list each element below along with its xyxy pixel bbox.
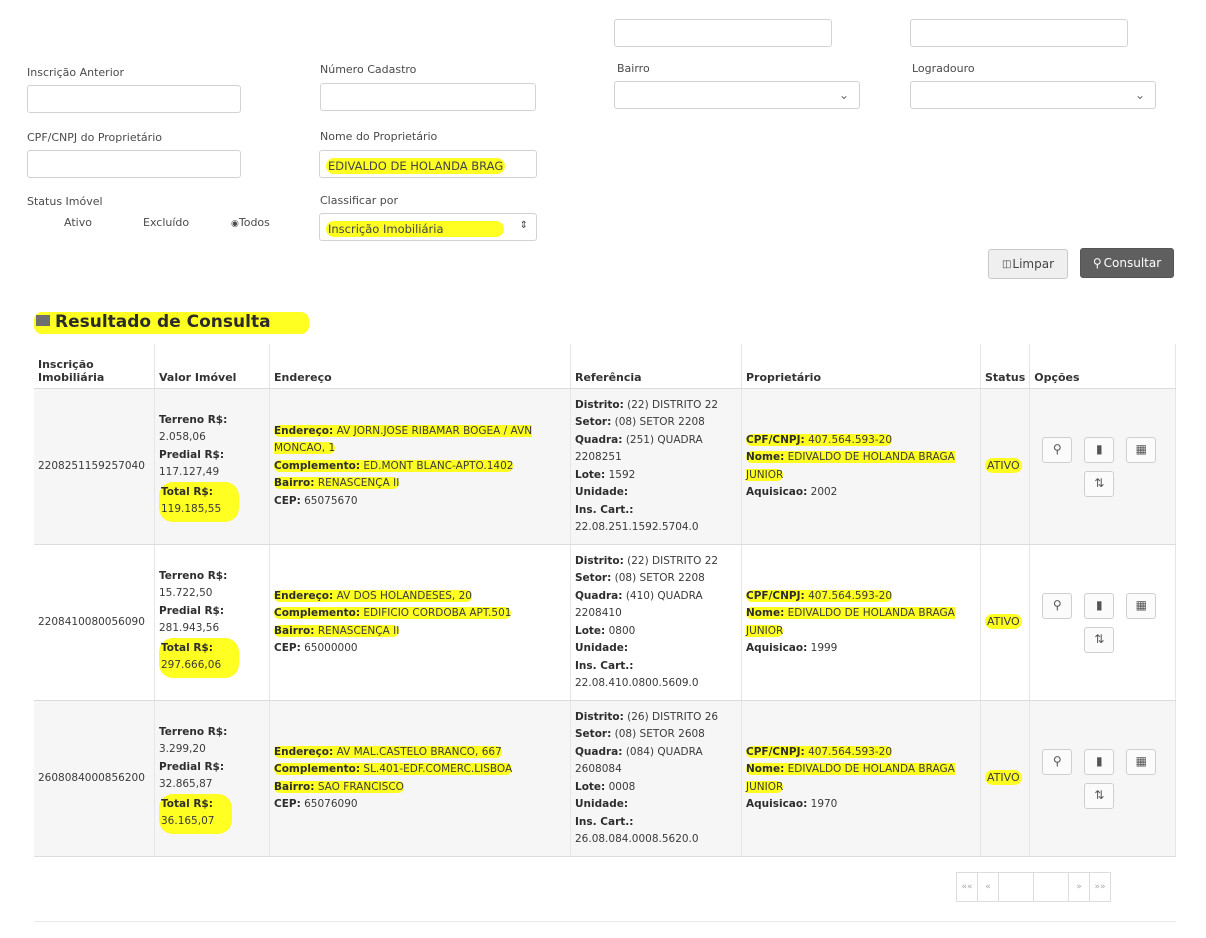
refresh-button[interactable] <box>1084 471 1114 497</box>
cell-status <box>981 701 1030 857</box>
ins-cart-label: Ins. Cart.: <box>575 659 634 672</box>
cell-endereco <box>270 701 571 857</box>
aquisicao-value: 1970 <box>810 798 838 810</box>
endereco-label: Endereço: <box>274 589 334 602</box>
unidade-label: Unidade: <box>575 642 629 654</box>
total-highlight <box>159 482 239 522</box>
limpar-button[interactable] <box>988 249 1068 279</box>
cell-opcoes <box>1030 701 1176 857</box>
terreno-label: Terreno R$: <box>159 413 228 426</box>
inscricao-value: 2208410080056090 <box>38 615 145 628</box>
calendar-icon: ▦ <box>1135 597 1147 612</box>
quadra-label: Quadra: <box>575 745 623 758</box>
pager-next[interactable]: » <box>1068 872 1090 902</box>
cpf-field-label: CPF/CNPJ: <box>746 433 805 446</box>
radio-dot-icon: ◉ <box>231 219 239 229</box>
unidade-label: Unidade: <box>575 798 629 810</box>
file-icon: ▮ <box>1095 597 1103 612</box>
cpf-value: 407.564.593-20 <box>808 433 893 446</box>
setor-label: Setor: <box>575 728 612 740</box>
terreno-value: 15.722,50 <box>159 587 213 599</box>
logradouro-label: Logradouro <box>912 62 975 75</box>
calendar-button[interactable] <box>1126 437 1156 463</box>
bairro-field-label: Bairro: <box>274 624 315 637</box>
cpf-line <box>746 590 892 602</box>
document-button[interactable] <box>1084 749 1114 775</box>
header-proprietario: Proprietário <box>742 344 981 389</box>
cell-valor <box>155 545 270 701</box>
setor-value: (08) SETOR 2608 <box>614 728 705 740</box>
lote-value: 0008 <box>608 780 636 793</box>
aquisicao-value: 2002 <box>810 486 838 498</box>
header-opcoes: Opções <box>1030 344 1176 389</box>
cpf-value: 407.564.593-20 <box>808 589 893 602</box>
ins-cart-value: 22.08.251.1592.5704.0 <box>575 521 699 533</box>
aquisicao-label: Aquisicao: <box>746 642 808 654</box>
status-todos-radio[interactable] <box>231 216 270 229</box>
cep-value: 65000000 <box>304 642 358 654</box>
file-icon: ▮ <box>1095 753 1103 768</box>
endereco-line <box>274 590 472 602</box>
predial-label: Predial R$: <box>159 604 225 617</box>
table-row <box>34 545 1176 701</box>
cell-inscricao <box>34 389 155 545</box>
search-icon: ⚲ <box>1052 441 1062 456</box>
cell-opcoes <box>1030 545 1176 701</box>
status-badge: ATIVO <box>987 459 1020 473</box>
distrito-value: (26) DISTRITO 26 <box>627 710 719 723</box>
lote-value: 1592 <box>608 468 636 481</box>
complemento-line <box>274 460 513 472</box>
total-label: Total R$: <box>161 641 213 654</box>
cell-valor <box>155 389 270 545</box>
status-badge: ATIVO <box>987 771 1020 785</box>
header-status: Status <box>981 344 1030 389</box>
consultar-label: Consultar <box>1103 256 1162 270</box>
refresh-icon: ⇅ <box>1094 475 1105 490</box>
complemento-value: SL.401-EDF.COMERC.LISBOA <box>363 763 513 775</box>
classificar-label: Classificar por <box>320 194 398 207</box>
limpar-label: Limpar <box>1012 257 1055 271</box>
quadra-value: (251) QUADRA 2208251 <box>575 433 703 463</box>
distrito-label: Distrito: <box>575 710 624 723</box>
refresh-icon: ⇅ <box>1094 787 1105 802</box>
terreno-value: 2.058,06 <box>159 431 206 443</box>
endereco-line <box>274 425 532 455</box>
ins-cart-label: Ins. Cart.: <box>575 815 634 828</box>
table-row <box>34 389 1176 545</box>
view-button[interactable] <box>1042 593 1072 619</box>
owner-name-value: EDIVALDO DE HOLANDA BRAGA JUNIOR <box>746 451 955 481</box>
lote-label: Lote: <box>575 468 606 481</box>
endereco-value: AV MAL.CASTELO BRANCO, 667 <box>336 745 502 758</box>
document-button[interactable] <box>1084 437 1114 463</box>
total-value: 36.165,07 <box>161 814 215 827</box>
endereco-label: Endereço: <box>274 424 334 437</box>
total-label: Total R$: <box>161 485 213 498</box>
cell-inscricao <box>34 701 155 857</box>
complemento-label: Complemento: <box>274 459 361 472</box>
ins-cart-value: 26.08.084.0008.5620.0 <box>575 833 699 845</box>
table-icon <box>36 315 50 326</box>
nome-field-label: Nome: <box>746 451 785 463</box>
pagination <box>957 872 1111 902</box>
status-excluido-radio[interactable] <box>143 216 189 229</box>
header-valor: Valor Imóvel <box>155 344 270 389</box>
predial-label: Predial R$: <box>159 760 225 773</box>
bairro-field-label: Bairro: <box>274 780 315 793</box>
cell-proprietario <box>742 389 981 545</box>
cell-inscricao <box>34 545 155 701</box>
complemento-value: ED.MONT BLANC-APTO.1402 <box>363 459 514 472</box>
cep-value: 65075670 <box>304 494 358 507</box>
pager-page-2[interactable] <box>1033 872 1069 902</box>
bairro-label: Bairro <box>617 62 650 75</box>
inscricao-value: 2608084000856200 <box>38 771 145 784</box>
bairro-value: RENASCENÇA II <box>317 624 400 637</box>
total-label: Total R$: <box>161 797 213 810</box>
cell-status <box>981 389 1030 545</box>
complemento-label: Complemento: <box>274 607 361 619</box>
cpf-input[interactable] <box>27 150 241 178</box>
calendar-button[interactable] <box>1126 749 1156 775</box>
aquisicao-label: Aquisicao: <box>746 798 808 810</box>
status-badge: ATIVO <box>987 615 1020 629</box>
setor-label: Setor: <box>575 572 612 584</box>
total-highlight <box>159 638 239 678</box>
ins-cart-label: Ins. Cart.: <box>575 503 634 516</box>
select-arrows-icon: ⇕ <box>519 220 528 231</box>
complemento-value: EDIFICIO CORDOBA APT.501 <box>363 607 512 619</box>
quadra-value: (410) QUADRA 2208410 <box>575 589 703 619</box>
chevron-down-icon: ⌄ <box>838 88 849 102</box>
owner-name-value: EDIVALDO DE HOLANDA BRAGA JUNIOR <box>746 607 955 637</box>
terreno-value: 3.299,20 <box>159 743 206 755</box>
predial-value: 281.943,56 <box>159 622 220 634</box>
nome-field-label: Nome: <box>746 763 785 775</box>
status-ativo-radio[interactable] <box>64 216 92 229</box>
row-options <box>1034 593 1164 653</box>
bairro-field-label: Bairro: <box>274 477 315 490</box>
total-value: 297.666,06 <box>161 658 222 671</box>
table-row <box>34 701 1176 857</box>
cell-opcoes <box>1030 389 1176 545</box>
complemento-line <box>274 607 511 619</box>
pager-page-1[interactable] <box>998 872 1034 902</box>
cell-referencia <box>571 545 742 701</box>
setor-value: (08) SETOR 2208 <box>614 416 705 428</box>
trash-icon: ◫ <box>1001 258 1012 270</box>
calendar-button[interactable] <box>1126 593 1156 619</box>
nome-line <box>746 607 955 637</box>
ins-cart-value: 22.08.410.0800.5609.0 <box>575 677 699 689</box>
view-button[interactable] <box>1042 437 1072 463</box>
aquisicao-value: 1999 <box>810 642 838 654</box>
cpf-line <box>746 434 892 446</box>
refresh-button[interactable] <box>1084 627 1114 653</box>
pager-first[interactable]: «« <box>956 872 978 902</box>
numero-cadastro-input[interactable] <box>320 83 536 111</box>
row-options <box>1034 749 1164 809</box>
result-title <box>34 312 309 334</box>
predial-label: Predial R$: <box>159 448 225 461</box>
results-table <box>34 344 1176 922</box>
refresh-icon: ⇅ <box>1094 631 1105 646</box>
result-title-text: Resultado de Consulta <box>55 312 271 332</box>
cell-referencia <box>571 701 742 857</box>
cpf-field-label: CPF/CNPJ: <box>746 589 805 602</box>
table-header-row <box>34 344 1176 389</box>
distrito-label: Distrito: <box>575 398 624 411</box>
inscricao-anterior-input[interactable] <box>27 85 241 113</box>
header-endereco: Endereço <box>270 344 571 389</box>
file-icon: ▮ <box>1095 441 1103 456</box>
owner-name-value: EDIVALDO DE HOLANDA BRAGA JUNIOR <box>746 763 955 793</box>
bairro-value: RENASCENÇA II <box>317 477 400 490</box>
search-icon: ⚲ <box>1092 256 1102 270</box>
bairro-value: SAO FRANCISCO <box>317 780 404 793</box>
complemento-label: Complemento: <box>274 763 361 775</box>
cep-label: CEP: <box>274 642 301 654</box>
nome-field-label: Nome: <box>746 607 785 619</box>
setor-value: (08) SETOR 2208 <box>614 572 705 584</box>
pager-last[interactable]: »» <box>1089 872 1111 902</box>
endereco-label: Endereço: <box>274 745 334 758</box>
cpf-value: 407.564.593-20 <box>808 745 893 758</box>
total-value: 119.185,55 <box>161 502 222 515</box>
status-excluido-label: Excluído <box>143 216 190 229</box>
view-button[interactable] <box>1042 749 1072 775</box>
total-highlight <box>159 794 232 834</box>
nome-line <box>746 763 955 793</box>
endereco-line <box>274 746 502 758</box>
bairro-line <box>274 477 399 489</box>
calendar-icon: ▦ <box>1135 441 1147 456</box>
cell-proprietario <box>742 545 981 701</box>
cell-valor <box>155 701 270 857</box>
cell-referencia <box>571 389 742 545</box>
lote-label: Lote: <box>575 780 606 793</box>
cell-endereco <box>270 389 571 545</box>
cpf-line <box>746 746 892 758</box>
cell-proprietario <box>742 701 981 857</box>
logradouro-select[interactable] <box>910 81 1156 109</box>
calendar-icon: ▦ <box>1135 753 1147 768</box>
pager-prev[interactable]: « <box>977 872 999 902</box>
endereco-value: AV DOS HOLANDESES, 20 <box>336 589 472 602</box>
cell-status <box>981 545 1030 701</box>
aquisicao-label: Aquisicao: <box>746 486 808 498</box>
unidade-label: Unidade: <box>575 486 629 498</box>
bairro-line <box>274 781 404 793</box>
top-field-1[interactable] <box>614 19 832 47</box>
document-button[interactable] <box>1084 593 1114 619</box>
lote-value: 0800 <box>608 624 636 637</box>
complemento-line <box>274 763 512 775</box>
nome-value: EDIVALDO DE HOLANDA BRAG <box>328 159 504 173</box>
refresh-button[interactable] <box>1084 783 1114 809</box>
status-ativo-label: Ativo <box>64 216 92 229</box>
consultar-button[interactable] <box>1080 248 1174 278</box>
distrito-label: Distrito: <box>575 554 624 567</box>
bairro-line <box>274 625 399 637</box>
lote-label: Lote: <box>575 624 606 637</box>
nome-input[interactable] <box>319 150 537 178</box>
setor-label: Setor: <box>575 416 612 428</box>
bairro-select[interactable] <box>614 81 860 109</box>
inscricao-value: 2208251159257040 <box>38 459 145 472</box>
search-icon: ⚲ <box>1052 597 1062 612</box>
classificar-value: Inscrição Imobiliária <box>326 221 504 237</box>
endereco-value: AV JORN.JOSE RIBAMAR BOGEA / AVN MONCAO, 1 <box>274 424 533 455</box>
status-label: Status Imóvel <box>27 195 103 208</box>
cpf-field-label: CPF/CNPJ: <box>746 745 805 758</box>
terreno-label: Terreno R$: <box>159 569 228 582</box>
numero-cadastro-label: Número Cadastro <box>320 63 417 76</box>
predial-value: 32.865,87 <box>159 778 213 790</box>
cep-label: CEP: <box>274 494 301 507</box>
quadra-label: Quadra: <box>575 589 623 602</box>
distrito-value: (22) DISTRITO 22 <box>627 554 719 567</box>
distrito-value: (22) DISTRITO 22 <box>627 398 719 411</box>
header-referencia: Referência <box>571 344 742 389</box>
cep-value: 65076090 <box>304 798 358 810</box>
nome-label: Nome do Proprietário <box>320 130 438 143</box>
predial-value: 117.127,49 <box>159 466 220 478</box>
row-options <box>1034 437 1164 497</box>
nome-line <box>746 451 955 481</box>
classificar-select[interactable] <box>319 213 537 241</box>
top-field-2[interactable] <box>910 19 1128 47</box>
quadra-label: Quadra: <box>575 433 623 446</box>
status-todos-label: Todos <box>238 216 270 229</box>
quadra-value: (084) QUADRA 2608084 <box>575 745 703 775</box>
cpf-label: CPF/CNPJ do Proprietário <box>27 131 162 144</box>
header-inscricao: Inscrição Imobiliária <box>34 344 155 389</box>
chevron-down-icon: ⌄ <box>1134 88 1145 102</box>
cell-endereco <box>270 545 571 701</box>
search-icon: ⚲ <box>1052 753 1062 768</box>
inscricao-anterior-label: Inscrição Anterior <box>27 66 124 79</box>
terreno-label: Terreno R$: <box>159 725 228 738</box>
cep-label: CEP: <box>274 798 301 810</box>
